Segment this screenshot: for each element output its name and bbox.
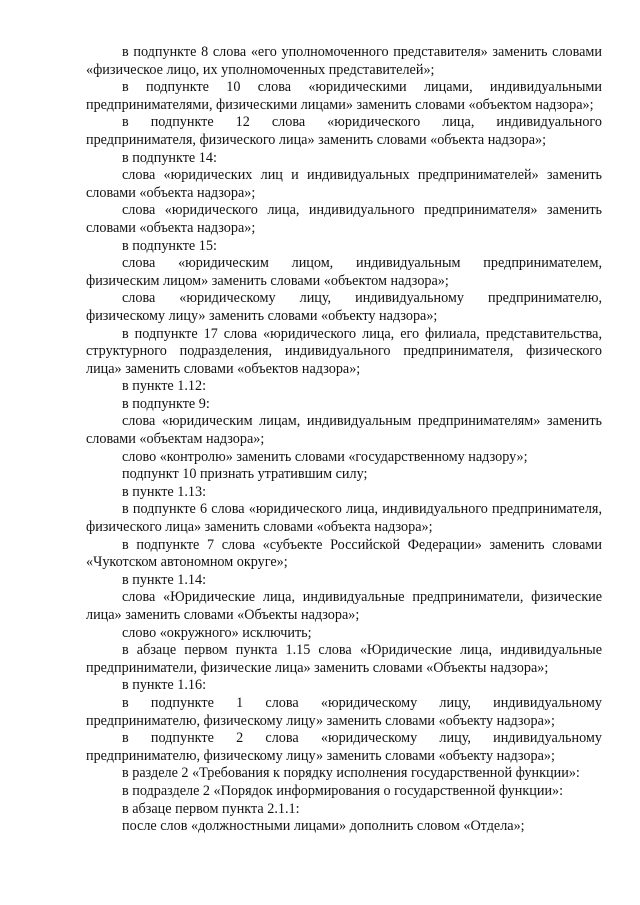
- paragraph: в подпункте 7 слова «субъекте Российской Федерации» заменить словами «Чукотском автономном округе»;: [86, 536, 602, 571]
- paragraph: в пункте 1.14:: [122, 571, 207, 588]
- paragraph: в подпункте 2 слова «юридическому лицу, индивидуальному предпринимателю, физическому лицу» заменить словами «объекту надзора»;: [86, 730, 602, 764]
- paragraph: в подпункте 12 слова «юридического лица, индивидуального предпринимателя, физического лица» заменить словами «объекта надзора»;: [86, 114, 602, 148]
- paragraph: в пункте 1.13:: [122, 483, 207, 500]
- paragraph: после слов «должностными лицами» дополнить словом «Отдела»;: [122, 818, 525, 835]
- paragraph: слова «юридическим лицам, индивидуальным предпринимателям» заменить словами «объектам надзора»;: [86, 413, 602, 448]
- paragraph: подпункт 10 признать утратившим силу;: [122, 466, 368, 483]
- paragraph: в подпункте 1 слова «юридическому лицу, индивидуальному предпринимателю, физическому лицу» заменить словами «объекту надзора»;: [86, 694, 602, 729]
- paragraph: слова «Юридические лица, индивидуальные предприниматели, физические лица» заменить словами «Объекты надзора»;: [86, 589, 602, 623]
- paragraph: в подпункте 14:: [122, 149, 217, 166]
- paragraph: в подпункте 17 слова «юридического лица, его филиала, представительства, структурного подразделения, индивидуального предпринимателя, физического лица» заменить словами «объектов надзора»;: [86, 325, 602, 377]
- paragraph: слово «окружного» исключить;: [122, 624, 312, 641]
- paragraph: в подпункте 8 слова «его уполномоченного представителя» заменить словами «физическое лицо, их уполномоченных представителей»;: [86, 44, 602, 78]
- paragraph: в подпункте 15:: [122, 237, 217, 254]
- paragraph: слова «юридических лиц и индивидуальных предпринимателей» заменить словами «объекта надзора»;: [86, 167, 602, 201]
- paragraph: в подпункте 9:: [122, 395, 210, 412]
- paragraph: в пункте 1.12:: [122, 378, 207, 395]
- paragraph: слова «юридическому лицу, индивидуальному предпринимателю, физическому лицу» заменить словами «объекту надзора»;: [86, 290, 602, 324]
- paragraph: слова «юридическим лицом, индивидуальным предпринимателем, физическим лицом» заменить словами «объектом надзора»;: [86, 255, 602, 289]
- paragraph: в разделе 2 «Требования к порядку исполнения государственной функции»:: [122, 765, 580, 782]
- paragraph: в абзаце первом пункта 1.15 слова «Юридические лица, индивидуальные предприниматели, физические лица» заменить словами «Объекты надзора»;: [86, 642, 602, 676]
- paragraph: в подпункте 6 слова «юридического лица, индивидуального предпринимателя, физического лица» заменить словами «объекта надзора»;: [86, 501, 602, 536]
- paragraph: слово «контролю» заменить словами «государственному надзору»;: [122, 448, 528, 465]
- paragraph: в пункте 1.16:: [122, 677, 207, 694]
- paragraph: слова «юридического лица, индивидуального предпринимателя» заменить словами «объекта надзора»;: [86, 202, 602, 236]
- paragraph: в подпункте 10 слова «юридическими лицами, индивидуальными предпринимателями, физическими лицами» заменить словами «объектом надзора»;: [86, 79, 602, 113]
- paragraph: в подразделе 2 «Порядок информирования о государственной функции»:: [122, 782, 564, 799]
- paragraph: в абзаце первом пункта 2.1.1:: [122, 800, 300, 817]
